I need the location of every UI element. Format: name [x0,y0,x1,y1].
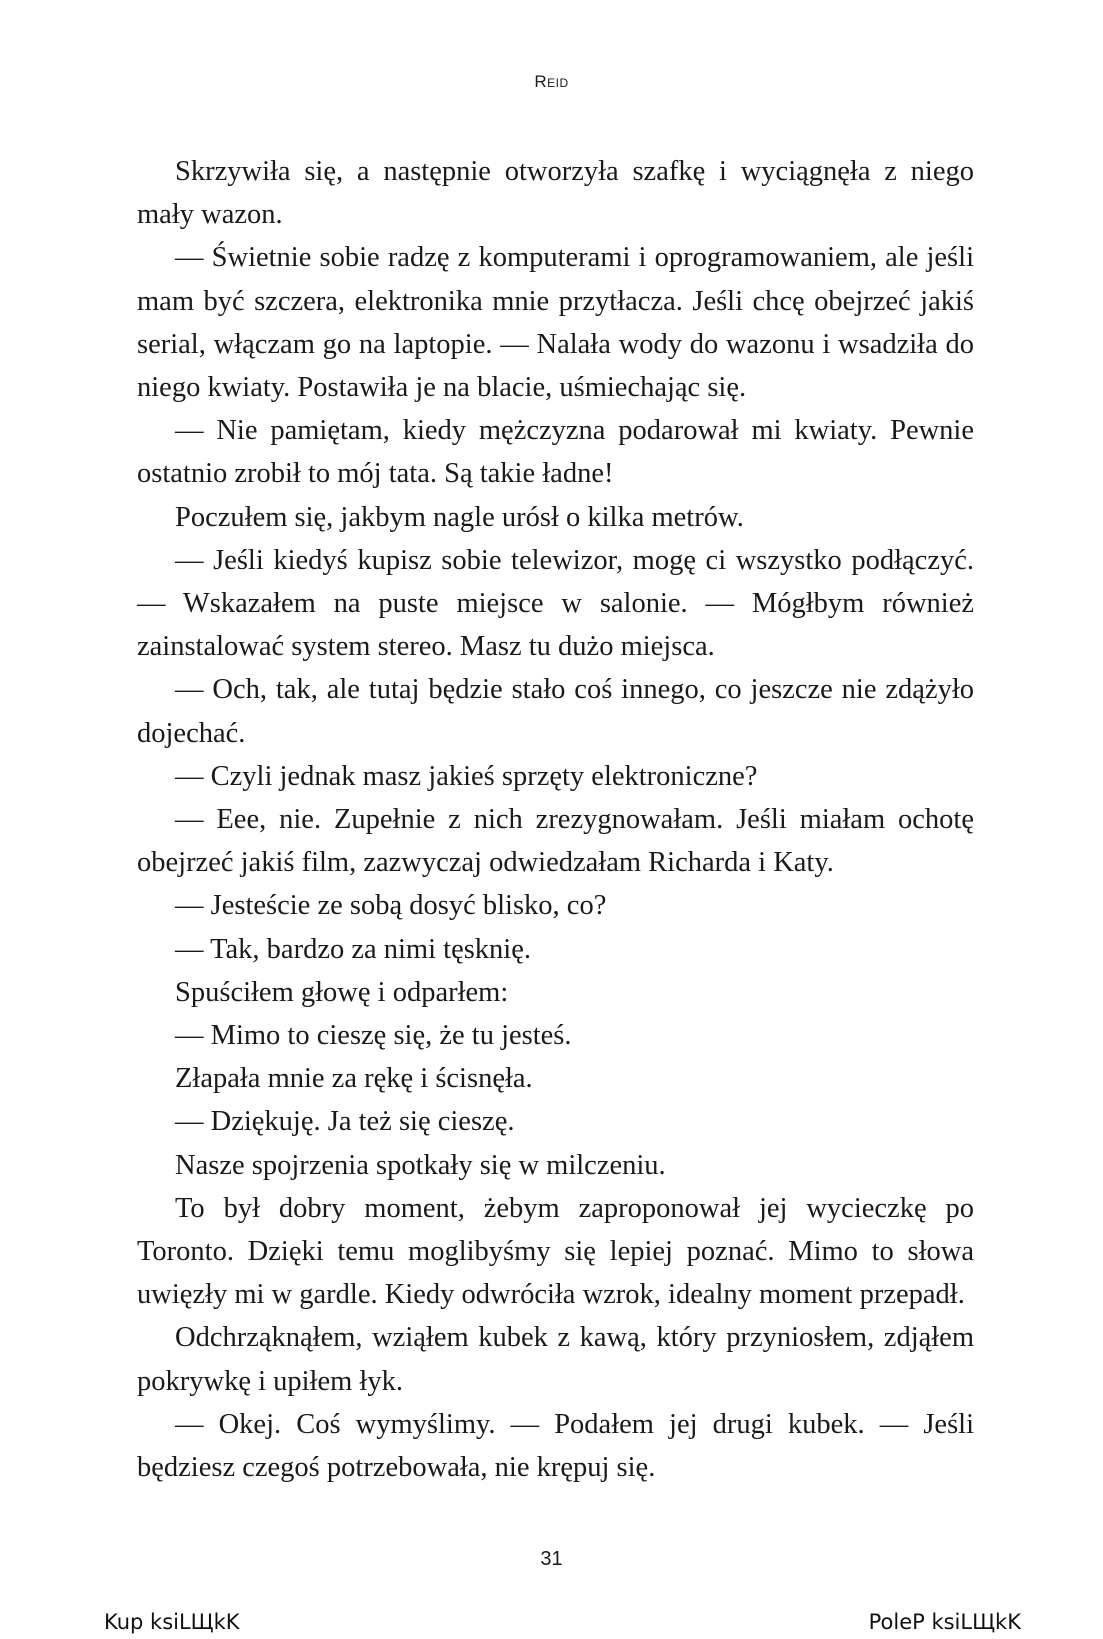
paragraph: — Och, tak, ale tutaj będzie stało coś innego, co jeszcze nie zdążyło dojechać. [137,674,974,749]
paragraph: — Jesteście ze sobą dosyć blisko, co? [175,890,607,922]
paragraph: — Świetnie sobie radzę z komputerami i oprogramowaniem, ale jeśli mam być szczera, elektronika mnie przytłacza. Jeśli chcę obejrzeć jakiś serial, włączam go na laptopie. — Nalała wody do wazonu i wsadziła do niego kwiaty. Postawiła je na blacie, uśmiechając się. [137,242,974,404]
paragraph: Poczułem się, jakbym nagle urósł o kilka metrów. [175,501,744,533]
paragraph: Skrzywiła się, a następnie otworzyła szafkę i wyciągnęła z niego mały wazon. [137,156,974,231]
recommend-book-link[interactable]: PoleP ksiLЩkK [868,1610,1021,1634]
buy-book-link[interactable]: Kup ksiLЩkK [104,1610,240,1634]
paragraph: — Eee, nie. Zupełnie z nich zrezygnowałam. Jeśli miałam ochotę obejrzeć jakiś film, zazwyczaj odwiedzałam Richarda i Katy. [137,804,974,879]
page-number: 31 [540,1548,563,1570]
book-text [137,150,974,1489]
paragraph: Nasze spojrzenia spotkały się w milczeniu. [175,1149,666,1181]
paragraph: — Jeśli kiedyś kupisz sobie telewizor, mogę ci wszystko podłączyć. — Wskazałem na puste miejsce w salonie. — Mógłbym również zainstalować system stereo. Masz tu dużo miejsca. [137,544,974,663]
paragraph: To był dobry moment, żebym zaproponował jej wycieczkę po Toronto. Dzięki temu moglibyśmy się lepiej poznać. Mimo to słowa uwięzły mi w gardle. Kiedy odwróciła wzrok, idealny moment przepadł. [137,1192,974,1311]
paragraph: Złapała mnie za rękę i ścisnęła. [175,1063,533,1095]
paragraph: Odchrząknąłem, wziąłem kubek z kawą, który przyniosłem, zdjąłem pokrywkę i upiłem łyk. [137,1322,974,1397]
paragraph: — Nie pamiętam, kiedy mężczyzna podarował mi kwiaty. Pewnie ostatnio zrobił to mój tata. Są takie ładne! [137,415,974,490]
paragraph: — Mimo to cieszę się, że tu jesteś. [175,1020,572,1052]
paragraph: — Okej. Coś wymyślimy. — Podałem jej drugi kubek. — Jeśli będziesz czegoś potrzebowała, nie krępuj się. [137,1408,974,1484]
running-head: Reid [534,72,569,91]
paragraph: — Tak, bardzo za nimi tęsknię. [175,933,531,965]
paragraph: Spuściłem głowę i odparłem: [175,976,509,1008]
paragraph: — Czyli jednak masz jakieś sprzęty elektroniczne? [175,760,758,792]
paragraph: — Dziękuję. Ja też się cieszę. [175,1106,515,1138]
